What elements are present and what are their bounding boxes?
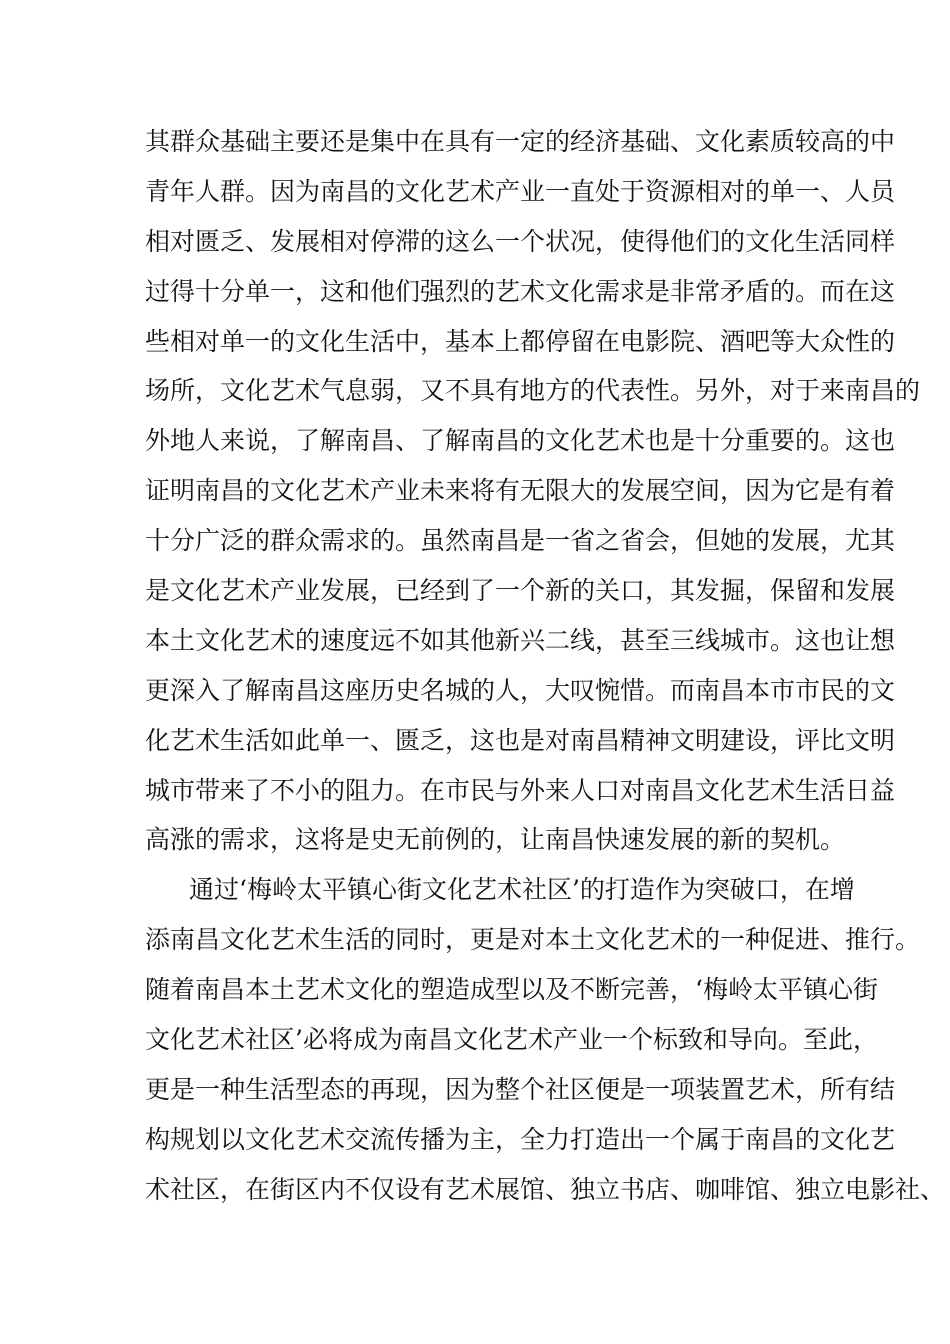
text-line: 青年人群。因为南昌的文化艺术产业一直处于资源相对的单一、人员 bbox=[145, 176, 896, 206]
text-line: 添南昌文化艺术生活的同时，更是对本土文化艺术的一种促进、推行。 bbox=[145, 925, 921, 955]
text-line: 文化艺术社区’必将成为南昌文化艺术产业一个标致和导向。至此， bbox=[145, 1025, 878, 1055]
text-line: 外地人来说，了解南昌、了解南昌的文化艺术也是十分重要的。这也 bbox=[145, 426, 896, 456]
text-line: 构规划以文化艺术交流传播为主，全力打造出一个属于南昌的文化艺 bbox=[145, 1124, 896, 1154]
text-line: 高涨的需求，这将是史无前例的，让南昌快速发展的新的契机。 bbox=[145, 825, 846, 855]
text-line: 过得十分单一，这和他们强烈的艺术文化需求是非常矛盾的。而在这 bbox=[145, 276, 896, 306]
text-line: 些相对单一的文化生活中，基本上都停留在电影院、酒吧等大众性的 bbox=[145, 326, 896, 356]
text-line: 城市带来了不小的阻力。在市民与外来人口对南昌文化艺术生活日益 bbox=[145, 775, 896, 805]
text-line: 其群众基础主要还是集中在具有一定的经济基础、文化素质较高的中 bbox=[145, 127, 896, 156]
text-line: 相对匮乏、发展相对停滞的这么一个状况，使得他们的文化生活同样 bbox=[145, 226, 896, 256]
body-text bbox=[145, 117, 946, 1215]
text-line: 是文化艺术产业发展，已经到了一个新的关口，其发掘，保留和发展 bbox=[145, 576, 896, 606]
text-line: 更是一种生活型态的再现，因为整个社区便是一项装置艺术，所有结 bbox=[145, 1074, 896, 1104]
paragraph-first-line: 通过‘梅岭太平镇心街文化艺术社区’的打造作为突破口，在增 bbox=[189, 875, 855, 905]
text-line: 场所，文化艺术气息弱，又不具有地方的代表性。另外，对于来南昌的 bbox=[145, 376, 921, 406]
text-line: 化艺术生活如此单一、匮乏，这也是对南昌精神文明建设，评比文明 bbox=[145, 725, 896, 755]
text-line: 术社区，在街区内不仅设有艺术展馆、独立书店、咖啡馆、独立电影社、 bbox=[145, 1174, 946, 1204]
text-line: 本土文化艺术的速度远不如其他新兴二线，甚至三线城市。这也让想 bbox=[145, 625, 896, 655]
text-line: 十分广泛的群众需求的。虽然南昌是一省之省会，但她的发展，尤其 bbox=[145, 526, 896, 556]
text-line: 更深入了解南昌这座历史名城的人，大叹惋惜。而南昌本市市民的文 bbox=[145, 675, 896, 705]
text-line: 证明南昌的文化艺术产业未来将有无限大的发展空间，因为它是有着 bbox=[145, 476, 896, 506]
text-line: 随着南昌本土艺术文化的塑造成型以及不断完善，‘梅岭太平镇心街 bbox=[145, 975, 878, 1005]
